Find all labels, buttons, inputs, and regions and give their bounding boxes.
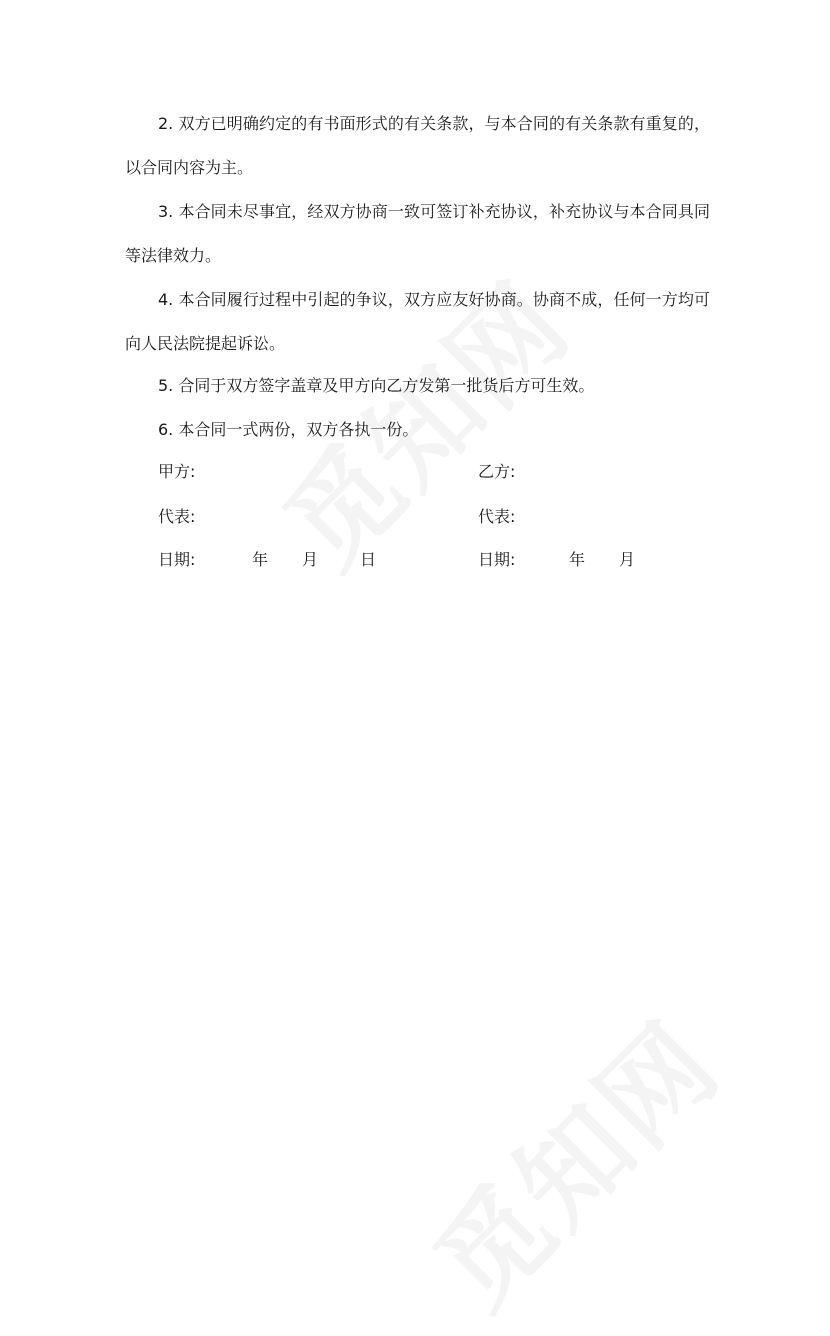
party-b-date-year: 年 bbox=[569, 550, 586, 569]
watermark bbox=[394, 982, 748, 1336]
party-b-label: 乙方: bbox=[478, 462, 516, 481]
party-b-date-label: 日期: bbox=[478, 550, 516, 569]
party-a-date-day: 日 bbox=[360, 550, 377, 569]
party-b-date-month: 月 bbox=[619, 550, 636, 569]
party-a-date-month: 月 bbox=[302, 550, 319, 569]
clause-6: 6. 本合同一式两份，双方各执一份。 bbox=[158, 420, 419, 439]
party-a-label: 甲方: bbox=[158, 462, 196, 481]
clause-4: 4. 本合同履行过程中引起的争议，双方应友好协商。协商不成，任何一方均可向人民法院提起诉讼。 bbox=[125, 290, 710, 353]
clause-2: 2. 双方已明确约定的有书面形式的有关条款，与本合同的有关条款有重复的，以合同内容为主。 bbox=[125, 114, 710, 177]
clause-5: 5. 合同于双方签字盖章及甲方向乙方发第一批货后方可生效。 bbox=[158, 376, 595, 395]
party-a-date-label: 日期: bbox=[158, 550, 196, 569]
party-b-representative-label: 代表: bbox=[478, 507, 516, 526]
party-a-date-year: 年 bbox=[252, 550, 269, 569]
party-a-representative-label: 代表: bbox=[158, 507, 196, 526]
clause-3: 3. 本合同未尽事宜，经双方协商一致可签订补充协议，补充协议与本合同具同等法律效力。 bbox=[125, 202, 710, 265]
